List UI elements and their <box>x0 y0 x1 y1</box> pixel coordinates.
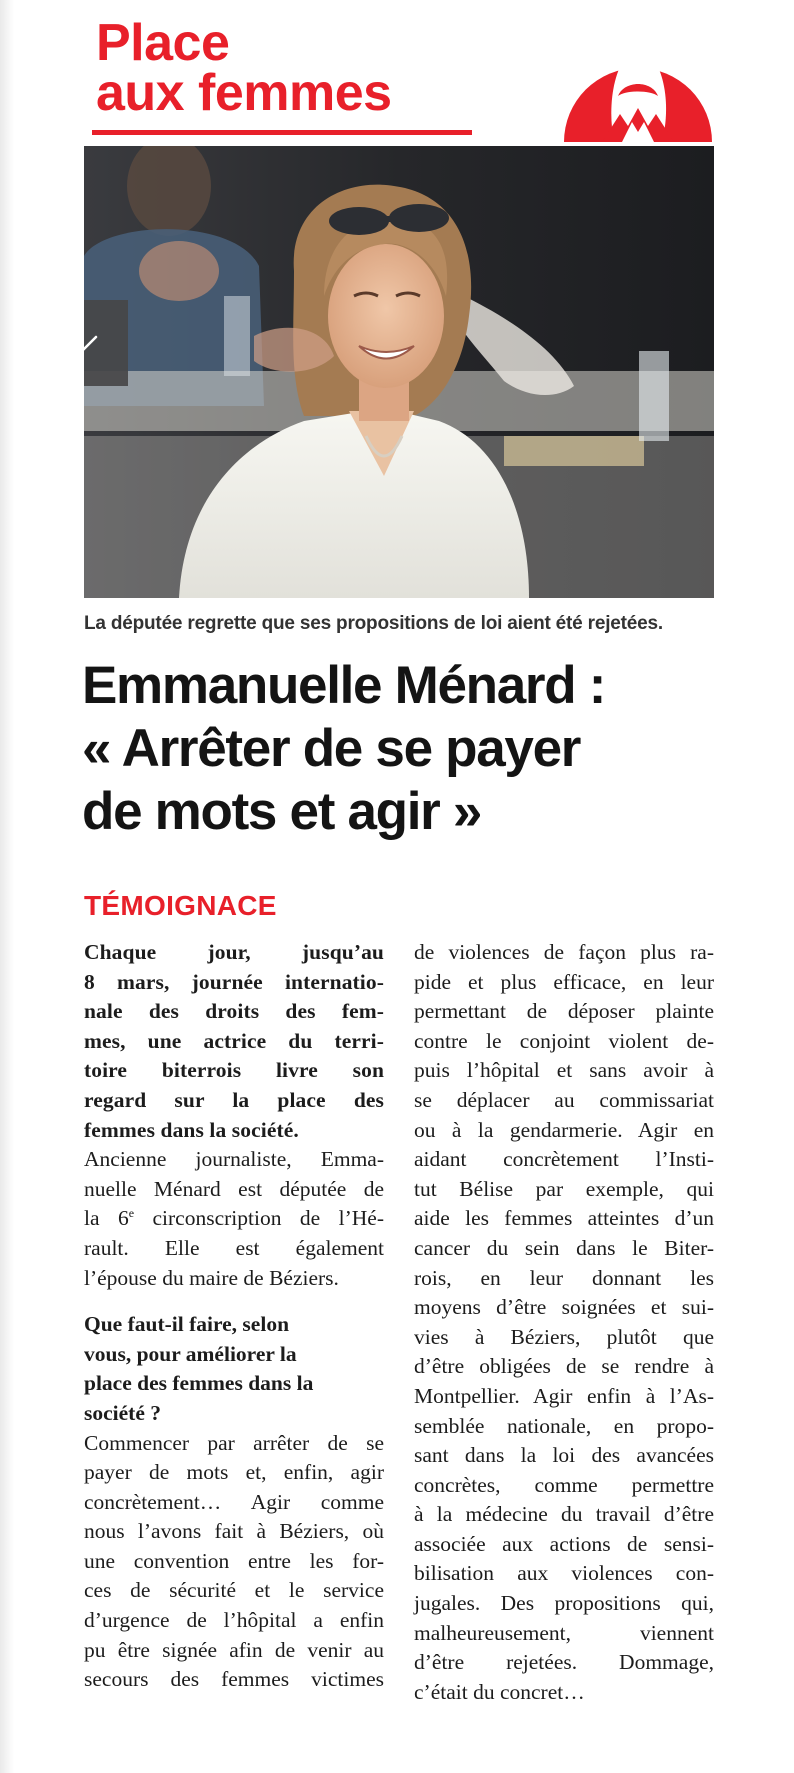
answer-line: Commencer par arrêter de se <box>84 1430 384 1455</box>
body-line: bilisation aux violences con- <box>414 1561 714 1586</box>
answer-line: ces de sécurité et le service <box>84 1578 384 1603</box>
body-line: concrètes, comme permettre <box>414 1472 714 1497</box>
intro-line: nuelle Ménard est députée de <box>84 1176 384 1201</box>
body-line: malheureusement, viennent <box>414 1620 714 1645</box>
body-line: moyens d’être soignées et sui- <box>414 1295 714 1320</box>
marianne-logo-icon <box>562 18 714 142</box>
answer-line: une convention entre les for- <box>84 1548 384 1573</box>
body-line: pide et plus efficace, en leur <box>414 969 714 994</box>
answer-line: payer de mots et, enfin, agir <box>84 1460 384 1485</box>
intro-fragment: la 6 <box>84 1206 129 1231</box>
question-line: société ? <box>84 1400 162 1425</box>
chapo-line: nale des droits des fem- <box>84 999 384 1024</box>
section-label: TÉMOIGNACE <box>84 890 277 921</box>
headline <box>82 654 732 843</box>
body-line: aidant concrètement l’Insti- <box>414 1147 714 1172</box>
article-column-left <box>84 938 384 1695</box>
chapo-line: regard sur la place des <box>84 1087 384 1112</box>
body-line: permettant de déposer plainte <box>414 999 714 1024</box>
body-line: contre le conjoint violent de- <box>414 1028 714 1053</box>
intro-line: rault. Elle est également <box>84 1235 384 1260</box>
page-edge-shadow <box>0 0 14 1773</box>
body-line: tut Bélise par exemple, qui <box>414 1176 714 1201</box>
interview-question <box>84 1310 384 1428</box>
body-line: se déplacer au commissariat <box>414 1087 714 1112</box>
chevron-down-icon <box>84 334 99 352</box>
photo-caption: La députée regrette que ses propositions de loi aient été rejetées. <box>84 613 663 634</box>
body-line: associée aux actions de sensi- <box>414 1531 714 1556</box>
intro-line: l’épouse du maire de Béziers. <box>84 1265 339 1290</box>
headline-line2: « Arrêter de se payer <box>82 719 581 778</box>
body-line: vies à Béziers, plutôt que <box>414 1324 714 1349</box>
answer-line: d’urgence de l’hôpital a enfin <box>84 1608 384 1633</box>
rubric-title-line2: aux femmes <box>96 64 392 122</box>
body-line: aide les femmes atteintes d’un <box>414 1206 714 1231</box>
body-line: sant dans la loi des avancées <box>414 1443 714 1468</box>
body-line: Montpellier. Agir enfin à l’As- <box>414 1383 714 1408</box>
chapo-line: femmes dans la société. <box>84 1117 299 1142</box>
answer-line: nous l’avons fait à Béziers, où <box>84 1519 384 1544</box>
question-line: vous, pour améliorer la <box>84 1341 297 1366</box>
article-column-right <box>414 938 714 1707</box>
chapo-line: toire biterrois livre son <box>84 1058 384 1083</box>
rubric-title-line1: Place <box>96 14 230 72</box>
intro-fragment: circonscription de l’Hé- <box>134 1206 384 1231</box>
rubric-underline <box>92 130 472 135</box>
body-line: d’être obligées de se rendre à <box>414 1354 714 1379</box>
body-line: ou à la gendarmerie. Agir en <box>414 1117 714 1142</box>
intro-line: Ancienne journaliste, Emma- <box>84 1147 384 1172</box>
rubric-header <box>84 14 714 143</box>
body-line: de violences de façon plus ra- <box>414 940 714 964</box>
interview-answer <box>84 1429 384 1695</box>
body-line: d’être rejetées. Dommage, <box>414 1650 714 1675</box>
answer-line: secours des femmes victimes <box>84 1667 384 1692</box>
superscript: e <box>128 1206 135 1221</box>
body-line: c’était du concret… <box>414 1679 585 1704</box>
expand-button[interactable] <box>84 300 128 386</box>
question-line: place des femmes dans la <box>84 1371 314 1396</box>
answer-line: pu être signée afin de venir au <box>84 1637 384 1662</box>
chapo-line: Chaque jour, jusqu’au <box>84 940 384 964</box>
chapo-line: 8 mars, journée internatio- <box>84 969 384 994</box>
headline-line3: de mots et agir » <box>82 782 482 841</box>
chapo-line: mes, une actrice du terri- <box>84 1028 384 1053</box>
rubric-title <box>96 14 392 122</box>
author-intro <box>84 1145 384 1293</box>
body-line: cancer du sein dans le Biter- <box>414 1235 714 1260</box>
body-line: à la médecine du travail d’être <box>414 1502 714 1527</box>
portrait-photo <box>84 146 714 598</box>
question-line: Que faut-il faire, selon <box>84 1312 290 1337</box>
body-line: jugales. Des propositions qui, <box>414 1591 714 1616</box>
body-line: semblée nationale, en propo- <box>414 1413 714 1438</box>
answer-line: concrètement… Agir comme <box>84 1489 384 1514</box>
intro-line <box>84 1204 384 1234</box>
headline-line1: Emmanuelle Ménard : <box>82 656 606 715</box>
chapo <box>84 938 384 1145</box>
body-line: puis l’hôpital et sans avoir à <box>414 1058 714 1083</box>
body-line: rois, en leur donnant les <box>414 1265 714 1290</box>
photo-illustration <box>84 146 714 598</box>
